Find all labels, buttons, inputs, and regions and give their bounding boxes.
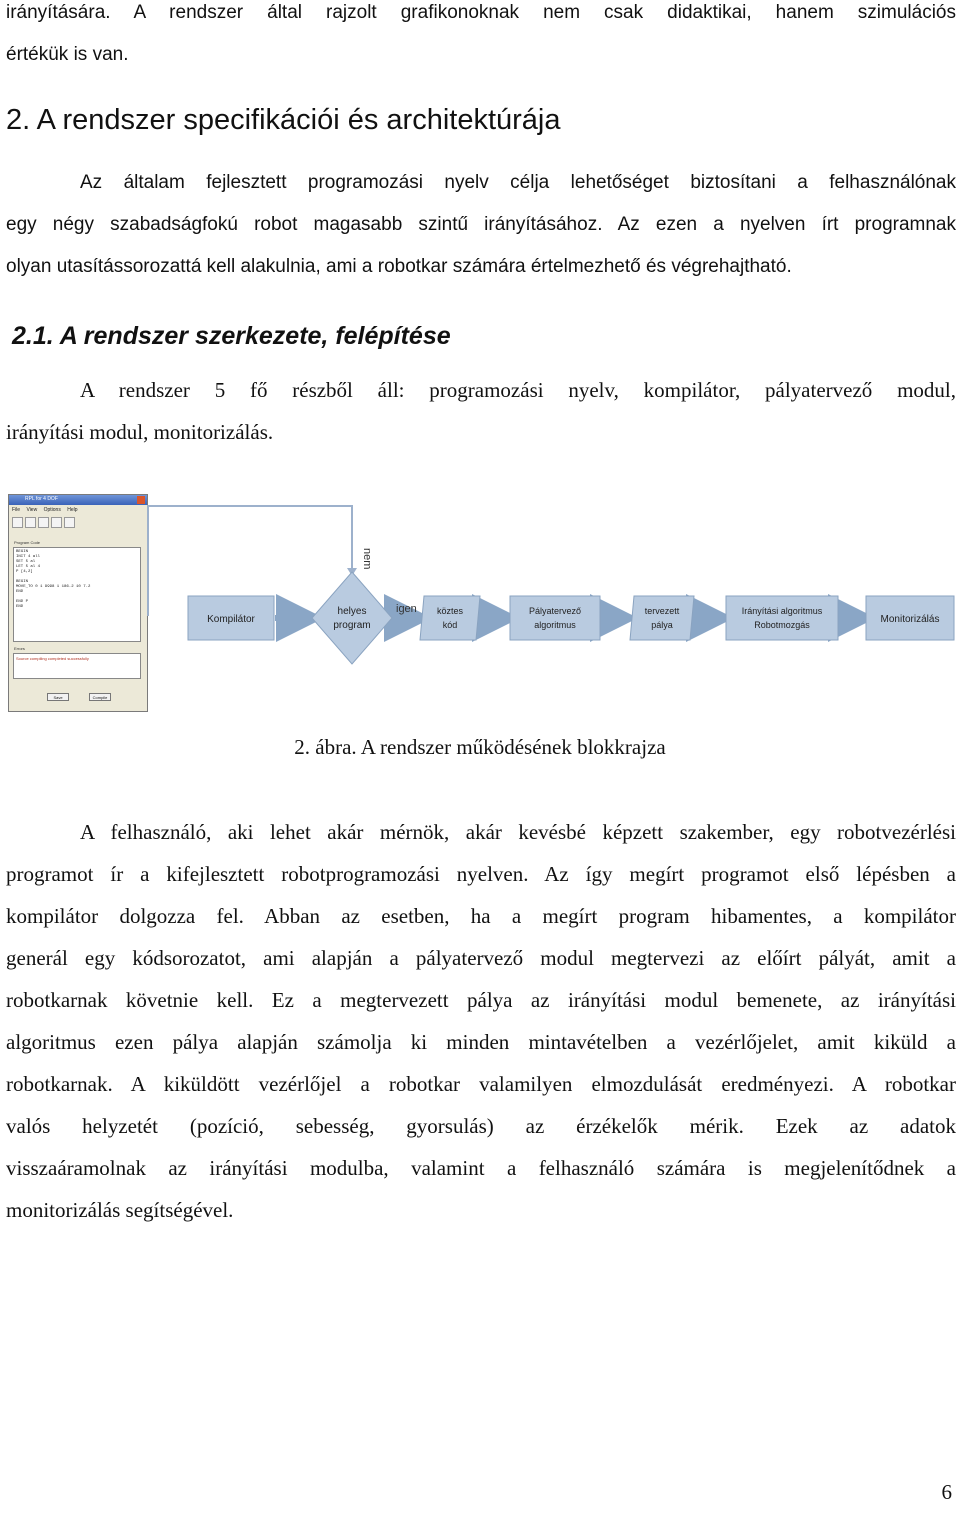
decision-label-line-1: helyes — [337, 606, 367, 617]
block-koztes-label-2: kód — [442, 620, 458, 630]
code-line: END — [16, 605, 24, 609]
code-line: P [4,2] — [16, 570, 33, 574]
menu-file: File — [12, 507, 21, 513]
body-line-3: kompilátor dolgozza fel. Abban az esetben, ha a megírt program hibamentes, a kompilátor — [6, 904, 956, 928]
intro-line-1: irányítására. A rendszer által rajzolt grafikonoknak nem csak didaktikai, hanem szimulációs — [6, 2, 956, 23]
block-monitorizalas-label: Monitorizálás — [880, 614, 940, 625]
subsection-para-line-1: A rendszer 5 fő részből áll: programozási nyelv, kompilátor, pályatervező modul, — [80, 378, 956, 402]
section-para-line-3: olyan utasítássorozattá kell alakulnia, ami a robotkar számára értelmezhető és végrehajtható. — [6, 256, 792, 277]
figure-caption: 2. ábra. A rendszer működésének blokkrajza — [294, 735, 666, 759]
code-line: SET 5 al — [16, 560, 36, 564]
app-window-title: RPL for 4 DOF — [25, 496, 58, 502]
block-tervezett-palya — [630, 596, 694, 640]
edge-label-igen: igen — [396, 603, 417, 615]
body-line-9: visszaáramolnak az irányítási modulba, valamint a felhasználó számára is megjelenítődnek a — [6, 1156, 956, 1180]
block-palyatervezo-label-1: Pályatervező — [528, 606, 582, 616]
body-line-6: algoritmus ezen pálya alapján számolja ki minden mintavételben a vezérlőjelet, amit kiküld a — [6, 1030, 956, 1054]
block-tervezett-label-2: pálya — [651, 620, 673, 630]
intro-line-2: értékük is van. — [6, 44, 129, 65]
code-line: BEGIN — [16, 550, 29, 554]
code-line: BEGIN — [16, 580, 29, 584]
code-line: INIT 4 all — [16, 555, 41, 559]
block-koztes-kod — [420, 596, 480, 640]
edge-label-nem: nem — [361, 548, 373, 570]
code-label: Program Code — [14, 540, 41, 545]
body-line-8: valós helyzetét (pozíció, sebesség, gyorsulás) az érzékelők mérik. Ezek az adatok — [6, 1114, 956, 1138]
block-palyatervezo — [510, 596, 600, 640]
block-diagram — [0, 490, 960, 730]
block-koztes-label-1: köztes — [436, 606, 464, 616]
block-iranyitasi-label-2: Robotmozgás — [754, 620, 810, 630]
block-iranyitasi-label-1: Irányítási algoritmus — [741, 606, 823, 616]
page-number: 6 — [941, 1480, 952, 1504]
compile-button: Compile — [89, 693, 111, 701]
menu-view: View — [26, 507, 38, 513]
errors-label: Errors — [14, 646, 25, 651]
code-line: END P — [16, 600, 29, 604]
body-line-7: robotkarnak. A kiküldött vezérlőjel a robotkar valamilyen elmozdulását eredményezi. A robotkar — [6, 1072, 956, 1096]
code-line: MOVE_TO 0 1 9998 1 186.2 10 7.2 — [16, 585, 91, 589]
block-kompilator-label: Kompilátor — [207, 614, 255, 625]
menu-options: Options — [43, 507, 61, 513]
body-line-2: programot ír a kifejlesztett robotprogramozási nyelven. Az így megírt programot első lépésben a — [6, 862, 956, 886]
subsection-heading: 2.1. A rendszer szerkezete, felépítése — [12, 322, 451, 350]
subsection-para-line-2: irányítási modul, monitorizálás. — [6, 420, 274, 444]
section-para-line-1: Az általam fejlesztett programozási nyelv célja lehetőséget biztosítani a felhasználónak — [80, 172, 956, 193]
body-line-10: monitorizálás segítségével. — [6, 1198, 234, 1222]
block-iranyitasi — [726, 596, 838, 640]
body-line-5: robotkarnak követnie kell. Ez a megtervezett pálya az irányítási modul bemenete, az irányítási — [6, 988, 956, 1012]
block-tervezett-label-1: tervezett — [644, 606, 680, 616]
body-line-1: A felhasználó, aki lehet akár mérnök, akár kevésbé képzett szakember, egy robotvezérlési — [80, 820, 956, 844]
decision-label-line-2: program — [333, 620, 371, 631]
section-heading: 2. A rendszer specifikációi és architektúrája — [6, 104, 561, 136]
code-line: LET 5 al 4 — [16, 565, 41, 569]
save-button: Save — [47, 693, 69, 701]
decision-helyes-program — [312, 572, 392, 664]
menu-help: Help — [67, 507, 78, 513]
body-line-4: generál egy kódsorozatot, ami alapján a pályatervező modul megtervezi az előírt pályát, amit a — [6, 946, 956, 970]
errors-output: Source compiling completed successfully — [13, 653, 141, 679]
block-palyatervezo-label-2: algoritmus — [534, 620, 576, 630]
code-line: END — [16, 590, 24, 594]
section-para-line-2: egy négy szabadságfokú robot magasabb szintű irányításához. Az ezen a nyelven írt programnak — [6, 214, 956, 235]
